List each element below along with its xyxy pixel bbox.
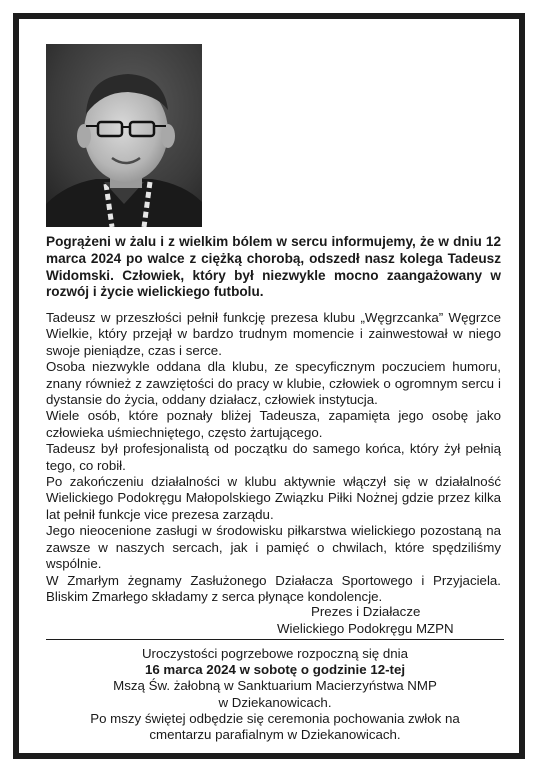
- funeral-date: 16 marca 2024 w sobotę o godzinie 12-tej: [144, 662, 406, 678]
- portrait-photo: [46, 44, 202, 227]
- obituary-card: [13, 13, 525, 759]
- biography-paragraph: Tadeusz był profesjonalistą od początku do samego końca, który żył pełnią tego, co robił.: [46, 441, 501, 473]
- signature: [277, 603, 497, 637]
- divider: [46, 639, 504, 640]
- funeral-line: Uroczystości pogrzebowe rozpoczną się dnia: [141, 646, 409, 661]
- funeral-line: cmentarzu parafialnym w Dziekanowicach.: [149, 727, 401, 743]
- funeral-line: Mszą Św. żałobną w Sanktuarium Macierzyństwa NMP: [113, 678, 437, 694]
- funeral-line: Po mszy świętej odbędzie się ceremonia pochowania zwłok na: [90, 710, 460, 726]
- biography-paragraph: Jego nieocenione zasługi w środowisku piłkarstwa wielickiego pozostaną na zawsze w naszych sercach, jak i pamięć o chwilach, które spędziliśmy wspólnie.: [46, 523, 501, 572]
- biography-paragraph: W Zmarłym żegnamy Zasłużonego Działacza Sportowego i Przyjaciela. Bliskim Zmarłego składamy z serca płynące kondolencje.: [46, 572, 501, 604]
- biography-paragraph: Wiele osób, które poznały bliżej Tadeusza, zapamięta jego osobę jako człowieka uśmiechniętego, często żartującego.: [46, 408, 501, 440]
- funeral-line: w Dziekanowicach.: [218, 694, 332, 710]
- signature-line: Prezes i Działacze: [311, 604, 421, 619]
- biography: [46, 310, 501, 605]
- biography-paragraph: Osoba niezwykle oddana dla klubu, ze specyficznym poczuciem humoru, znany również z zawziętości do pracy w klubie, człowiek o ogromnym sercu i dystansie do życia, oddany działacz, człowiek instytucja.: [46, 359, 501, 408]
- lead-announcement: Pogrążeni w żalu i z wielkim bólem w sercu informujemy, że w dniu 12 marca 2024 po walce z ciężką chorobą, odszedł nasz kolega Tadeusz Widomski. Człowiek, który był niezwykle mocno zaangażowany w rozwój i życie wielickiego futbolu.: [46, 234, 501, 300]
- biography-paragraph: Po zakończeniu działalności w klubu aktywnie włączył się w działalność Wielickiego Podokręgu Małopolskiego Związku Piłki Nożnej gdzie przez kilka lat pełnił funkcje vice prezesa zarządu.: [46, 474, 501, 522]
- biography-paragraph: Tadeusz w przeszłości pełnił funkcję prezesa klubu „Węgrzcanka” Węgrzce Wielkie, który przejął w bardzo trudnym momencie i zainwestował w niego swoje pieniądze, czas i serce.: [46, 310, 501, 358]
- funeral-info: [46, 646, 504, 743]
- signature-line: Wielickiego Podokręgu MZPN: [277, 621, 454, 636]
